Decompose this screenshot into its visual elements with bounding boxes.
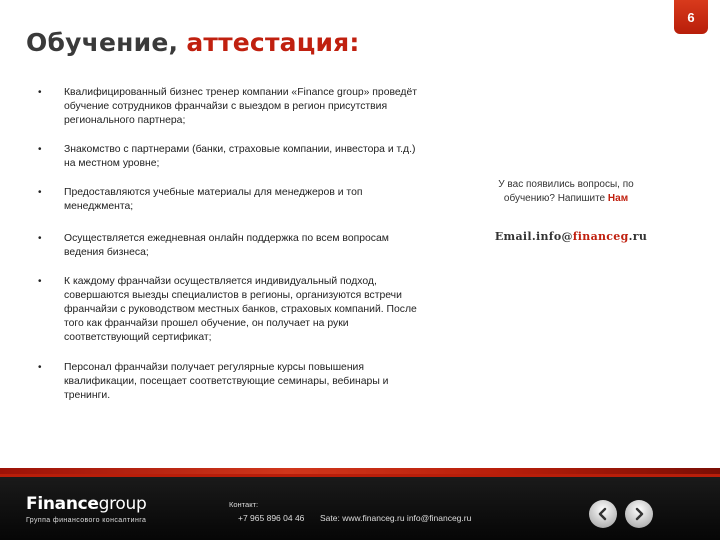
bullet-text: Квалифицированный бизнес тренер компании «Finance group» проведёт обучение сотрудников франчайзи с выездом в регион присутствия регионального партнера; (64, 87, 418, 126)
email-suffix: .ru (628, 230, 648, 243)
bullet-item (36, 275, 426, 361)
contact-label: Контакт: (229, 500, 259, 509)
bullet-marker: • (38, 233, 42, 244)
contact-phone: +7 965 896 04 46 (238, 513, 305, 523)
bullet-text: К каждому франчайзи осуществляется индивидуальный подход, совершаются выезды специалистов в регионы, организуются встречи франчайзи с руководством местных банков, страховых компаний. После того как франчайзи прошел обучение, он получает на руки соответствующий сертификат; (64, 276, 417, 343)
bullet-item (36, 143, 426, 186)
contact-site[interactable]: Sate: www.financeg.ru info@financeg.ru (320, 513, 472, 523)
email-domain: financeg (572, 230, 629, 243)
bullet-marker: • (38, 87, 42, 98)
title-plain: Обучение, (26, 28, 179, 57)
bullet-item (36, 86, 426, 143)
bullet-list (36, 86, 426, 403)
bullet-marker: • (38, 362, 42, 373)
chevron-left-icon (596, 507, 610, 521)
prev-slide-button[interactable] (589, 500, 617, 528)
chevron-right-icon (632, 507, 646, 521)
brand-subtitle: Группа финансового консалтинга (26, 517, 147, 524)
title-accent: аттестация: (186, 28, 360, 57)
bullet-marker: • (38, 187, 42, 198)
callout-text: У вас появились вопросы, по обучению? Напишите (498, 179, 634, 204)
bullet-item (36, 361, 426, 403)
bullet-marker: • (38, 276, 42, 287)
page-number-badge (674, 0, 708, 34)
email-prefix: Email.info@ (494, 230, 573, 243)
brand-light: group (98, 494, 147, 514)
bullet-text: Осуществляется ежедневная онлайн поддержка по всем вопросам ведения бизнеса; (64, 233, 389, 258)
page-title (26, 28, 360, 57)
brand-logo (26, 494, 147, 514)
bullet-text: Предоставляются учебные материалы для менеджеров и топ менеджмента; (64, 187, 363, 212)
bullet-item (36, 186, 426, 232)
page-number: 6 (687, 9, 695, 25)
bullet-item (36, 232, 426, 275)
bullet-marker: • (38, 144, 42, 155)
brand-bold: Finance (26, 494, 99, 514)
bullet-text: Знакомство с партнерами (банки, страховые компании, инвестора и т.д.) на местном уровне; (64, 144, 416, 169)
email-contact[interactable] (476, 230, 666, 243)
next-slide-button[interactable] (625, 500, 653, 528)
questions-callout (486, 178, 646, 206)
bullet-text: Персонал франчайзи получает регулярные курсы повышения квалификации, посещает соответствующие семинары, вебинары и тренинги. (64, 362, 389, 401)
callout-highlight: Нам (607, 193, 629, 204)
